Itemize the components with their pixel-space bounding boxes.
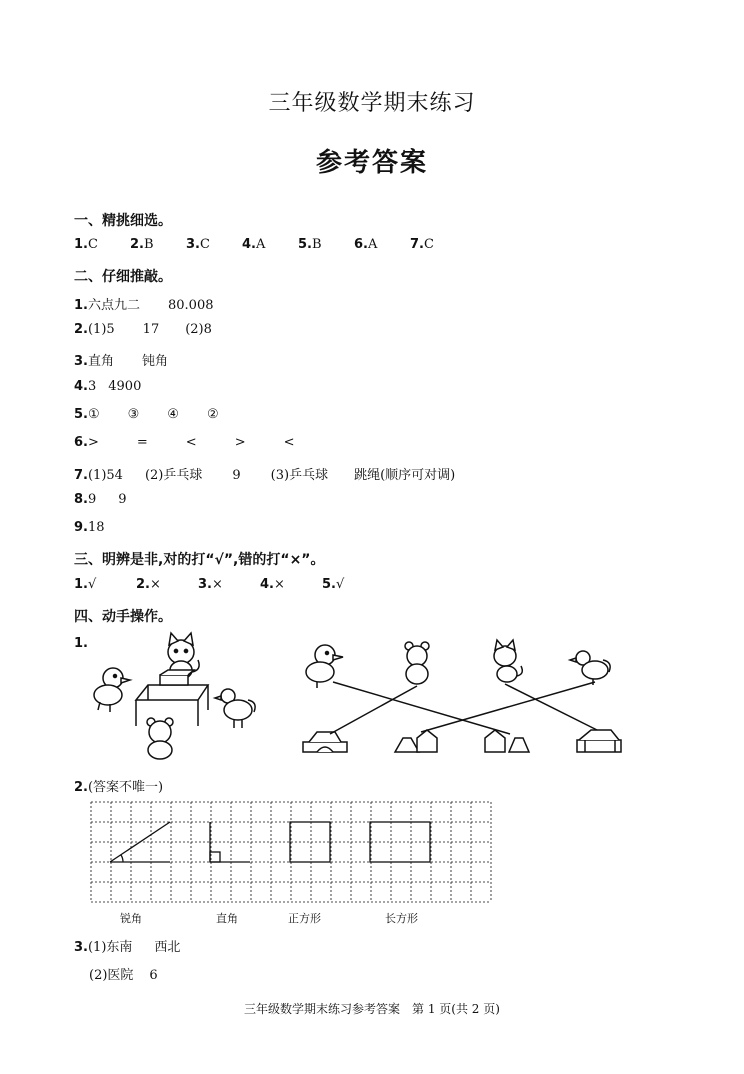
bear-icon — [405, 642, 429, 684]
answer-item — [242, 237, 298, 252]
dot-grid-figure — [90, 801, 492, 905]
section-2-row — [74, 464, 455, 483]
hen-icon — [570, 651, 610, 685]
section-1-answers — [74, 237, 450, 252]
grid-figure-label: 直角 — [216, 912, 238, 925]
row-answer: 80.008 — [168, 298, 214, 313]
answer-item — [354, 237, 410, 252]
row-answer: 直角 — [87, 354, 114, 369]
answer-mark: × — [273, 577, 285, 592]
dashed-grid — [91, 802, 491, 902]
row-answer: = — [136, 435, 148, 450]
view-shape-4 — [577, 730, 621, 752]
answer-number: 4. — [242, 237, 256, 252]
answer-value: A — [255, 237, 266, 252]
cat-icon — [494, 640, 522, 682]
answer-item — [410, 237, 450, 252]
q3-answer-2a: (2)医院 — [89, 968, 134, 983]
grid-figure-label: 正方形 — [288, 912, 321, 925]
row-answer: < — [185, 435, 197, 450]
answer-number: 5. — [322, 577, 336, 592]
q2-label: 2. — [74, 780, 88, 795]
section-2-row — [74, 379, 141, 394]
row-number: 2. — [74, 322, 88, 337]
duck-icon — [94, 668, 130, 712]
row-answer: < — [283, 435, 295, 450]
row-number: 9. — [74, 520, 88, 535]
row-answer: ③ — [127, 407, 140, 422]
q1-label: 1. — [74, 636, 88, 651]
bear-icon — [147, 718, 173, 759]
answer-number: 1. — [74, 577, 88, 592]
judgement-item — [136, 577, 198, 592]
row-answer: 钝角 — [142, 354, 169, 369]
answer-value: A — [367, 237, 378, 252]
matching-lines — [330, 682, 597, 734]
judgement-item — [322, 577, 362, 592]
page-title: 三年级数学期末练习 — [268, 91, 476, 116]
answer-mark: × — [149, 577, 161, 592]
view-shape-2 — [395, 730, 437, 752]
duck-icon — [306, 645, 343, 688]
q2-note: (答案不唯一) — [87, 780, 164, 795]
view-shape-1 — [303, 732, 347, 752]
answer-number: 2. — [130, 237, 144, 252]
table-icon — [136, 670, 208, 726]
row-answer: 9 — [118, 492, 127, 507]
row-answer: 3 — [87, 379, 97, 394]
answer-mark: × — [211, 577, 223, 592]
judgement-item — [74, 577, 136, 592]
row-answer: 9 — [232, 468, 241, 483]
answer-number: 2. — [136, 577, 150, 592]
row-number: 5. — [74, 407, 88, 422]
row-answer: (3)乒乓球 — [270, 468, 329, 483]
section-2-row — [74, 492, 127, 507]
q2-line — [74, 776, 163, 795]
row-number: 7. — [74, 468, 88, 483]
row-number: 4. — [74, 379, 88, 394]
row-answer: (1)54 — [87, 468, 123, 483]
section-3-answers — [74, 577, 362, 592]
section-3-heading: 三、明辨是非,对的打“√”,错的打“×”。 — [74, 552, 325, 568]
answer-number: 3. — [198, 577, 212, 592]
section-1-heading: 一、精挑细选。 — [74, 213, 172, 229]
row-number: 6. — [74, 435, 88, 450]
section-4-heading: 四、动手操作。 — [74, 609, 172, 625]
answer-mark: √ — [335, 577, 345, 592]
answer-value: B — [143, 237, 154, 252]
row-answer: (1)5 — [87, 322, 115, 337]
answer-item — [74, 237, 130, 252]
section-2-row — [74, 294, 214, 313]
answer-number: 3. — [186, 237, 200, 252]
row-answer: (2)乒乓球 — [144, 468, 203, 483]
q3-answer-1a: (1)东南 — [87, 940, 133, 955]
q3-answer-2b: 6 — [149, 968, 158, 983]
row-answer: > — [87, 435, 99, 450]
matching-figure — [295, 630, 625, 760]
grid-figure-label: 锐角 — [120, 912, 142, 925]
answer-value: B — [311, 237, 322, 252]
q3-label: 3. — [74, 940, 88, 955]
row-answer: 18 — [87, 520, 105, 535]
answer-number: 1. — [74, 237, 88, 252]
q3-line-2 — [89, 964, 158, 983]
table-scene-figure — [88, 630, 263, 760]
section-2-row — [74, 350, 168, 369]
answer-number: 4. — [260, 577, 274, 592]
row-number: 3. — [74, 354, 88, 369]
section-2-heading: 二、仔细推敲。 — [74, 269, 172, 285]
row-answer: (2)8 — [185, 322, 212, 337]
row-answer: ② — [206, 407, 219, 422]
section-2-row — [74, 407, 219, 422]
section-2-row — [74, 322, 212, 337]
row-answer: 跳绳(顺序可对调) — [354, 468, 456, 483]
q3-answer-1b: 西北 — [154, 940, 181, 955]
answer-item — [186, 237, 242, 252]
answer-value: C — [87, 237, 98, 252]
q3-line-1 — [74, 936, 180, 955]
page-footer: 三年级数学期末练习参考答案 第 1 页(共 2 页) — [244, 1002, 500, 1016]
answer-item — [298, 237, 354, 252]
answer-number: 7. — [410, 237, 424, 252]
answer-number: 5. — [298, 237, 312, 252]
answer-mark: √ — [87, 577, 97, 592]
row-answer: > — [234, 435, 246, 450]
row-answer: 4900 — [108, 379, 142, 394]
row-number: 1. — [74, 298, 88, 313]
row-answer: 17 — [142, 322, 160, 337]
row-number: 8. — [74, 492, 88, 507]
hen-icon — [215, 689, 255, 728]
judgement-item — [198, 577, 260, 592]
row-answer: 9 — [87, 492, 97, 507]
section-2-row — [74, 435, 295, 450]
answer-item — [130, 237, 186, 252]
row-answer: 六点九二 — [87, 298, 140, 313]
row-answer: ④ — [167, 407, 179, 422]
answer-value: C — [423, 237, 434, 252]
judgement-item — [260, 577, 322, 592]
answer-value: C — [199, 237, 210, 252]
page-subtitle: 参考答案 — [315, 148, 428, 178]
answer-number: 6. — [354, 237, 368, 252]
row-answer: ① — [87, 407, 100, 422]
grid-figure-label: 长方形 — [385, 912, 418, 925]
section-2-row — [74, 520, 105, 535]
